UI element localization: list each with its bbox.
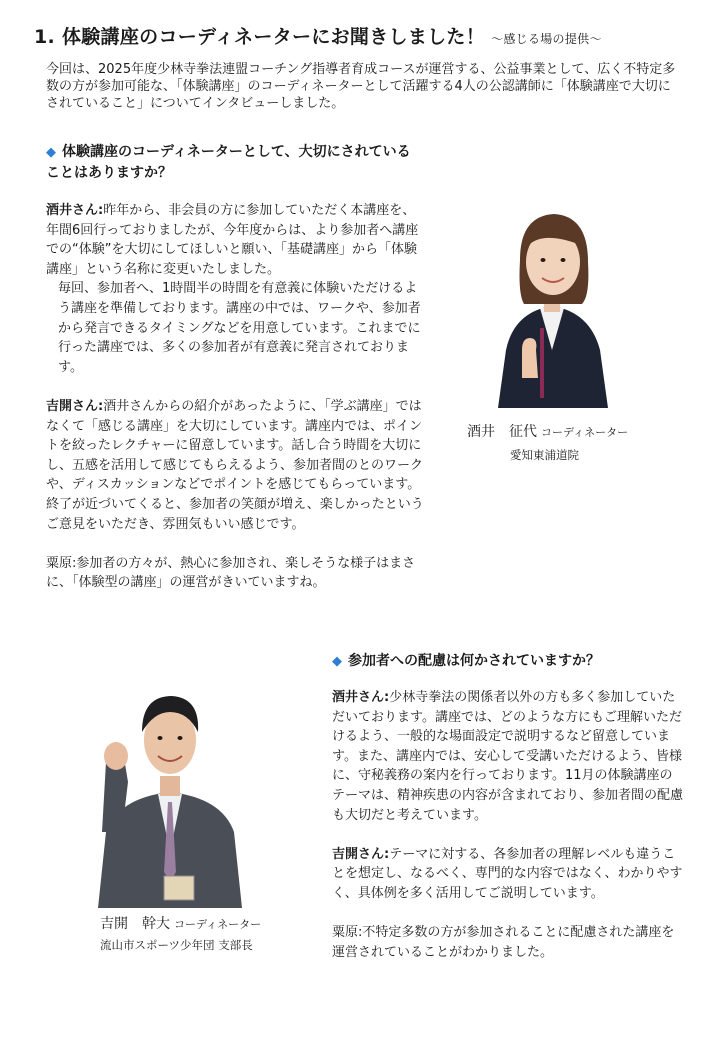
diamond-icon: ◆ bbox=[46, 145, 56, 160]
yoshikai-answer bbox=[332, 845, 684, 904]
diamond-icon: ◆ bbox=[332, 654, 342, 669]
section-1-body bbox=[46, 201, 424, 593]
section-1-question bbox=[46, 142, 420, 183]
answer-text: テーマに対する、各参加者の理解レベルも違うことを想定し、なるべく、専門的な内容ではなく、わかりやすく、具体例を多く活用してご説明しています。 bbox=[332, 846, 683, 901]
section-2 bbox=[332, 651, 692, 672]
sakai-answer bbox=[332, 688, 684, 825]
profile-role: コーディネーター bbox=[174, 918, 262, 931]
section-1 bbox=[46, 142, 420, 183]
portrait-illustration bbox=[478, 200, 626, 408]
yoshikai-answer bbox=[46, 397, 424, 534]
kurihara-comment bbox=[46, 554, 424, 593]
speaker-yoshikai: 吉開さん: bbox=[332, 846, 390, 862]
portrait-illustration bbox=[84, 682, 256, 908]
intro-paragraph: 今回は、2025年度少林寺拳法連盟コーチング指導者育成コースが運営する、公益事業として、広く不特定多数の方が参加可能な、「体験講座」のコーディネーターとして活躍する4人の公認講師に「体験講座で大切にされていること」についてインタビューしました。 bbox=[46, 62, 676, 111]
page-title bbox=[34, 22, 602, 49]
answer-text: 昨年から、非会員の方に参加していただく本講座を、年間6回行っておりましたが、今年度からは、より参加者へ講座での“体験”を大切にしてほしいと願い、「基礎講座」から「体験講座」という名称に変更いたしました。 bbox=[46, 203, 419, 277]
title-subtitle: 〜感じる場の提供〜 bbox=[491, 32, 602, 46]
yoshikai-photo bbox=[84, 682, 256, 908]
sakai-affiliation: 愛知東浦道院 bbox=[510, 448, 579, 462]
title-text: 1. 体験講座のコーディネーターにお聞きしました！ bbox=[34, 26, 486, 48]
yoshikai-affiliation: 流山市スポーツ少年団 支部長 bbox=[100, 938, 253, 952]
section-2-body bbox=[332, 688, 684, 962]
comment-text: 参加者の方々が、熱心に参加され、楽しそうな様子はまさに、「体験型の講座」の運営がきいていますね。 bbox=[46, 555, 416, 591]
answer-text: 酒井さんからの紹介があったように、「学ぶ講座」ではなくて「感じる講座」を大切にしています。講座内では、ポイントを絞ったレクチャーに留意しています。話し合う時間を大切にし、五感を活用して感じてもらえるよう、参加者間のとのワークや、ディスカッションなどでポイントを感じてもらっています。終了が近づいてくると、参加者の笑顔が増え、楽しかったというご意見をいただき、雰囲気もいい感じです。 bbox=[46, 398, 424, 532]
speaker-sakai: 酒井さん: bbox=[332, 690, 390, 705]
speaker-yoshikai: 吉開さん: bbox=[46, 398, 104, 414]
speaker-sakai: 酒井さん: bbox=[46, 203, 104, 218]
yoshikai-name-line bbox=[100, 913, 261, 933]
kurihara-comment bbox=[332, 923, 684, 962]
sakai-answer-2: 毎回、参加者へ、1時間半の時間を有意義に体験いただけるよう講座を準備しております。講座の中では、ワークや、参加者から発言できるタイミングなどを用意しています。これまでに行った講座では、多くの参加者が有意義に発言されております。 bbox=[58, 281, 421, 375]
profile-name: 酒井 征代 bbox=[467, 424, 537, 440]
comment-text: 不特定多数の方が参加されることに配慮された講座を運営されていることがわかりました。 bbox=[332, 925, 675, 960]
profile-role: コーディネーター bbox=[541, 426, 629, 439]
profile-name: 吉開 幹大 bbox=[100, 916, 170, 932]
sakai-photo bbox=[478, 200, 626, 408]
speaker-kurihara: 粟原: bbox=[46, 555, 77, 571]
speaker-kurihara: 粟原: bbox=[332, 925, 363, 941]
sakai-name-line bbox=[467, 421, 628, 441]
answer-text: 少林寺拳法の関係者以外の方も多く参加していただいております。講座では、どのような方にもご理解いただけるよう、一般的な場面設定で説明するなど留意しています。また、講座内では、安心して受講いただけるよう、皆様に、守秘義務の案内を行っております。11月の体験講座のテーマは、精神疾患の内容が含まれており、参加者間の配慮も大切だと考えています。 bbox=[332, 690, 684, 823]
section-2-question bbox=[332, 651, 692, 672]
question-text: 体験講座のコーディネーターとして、大切にされていることはありますか？ bbox=[46, 144, 411, 181]
sakai-answer bbox=[46, 201, 424, 279]
question-text: 参加者への配慮は何かされていますか？ bbox=[348, 653, 600, 669]
